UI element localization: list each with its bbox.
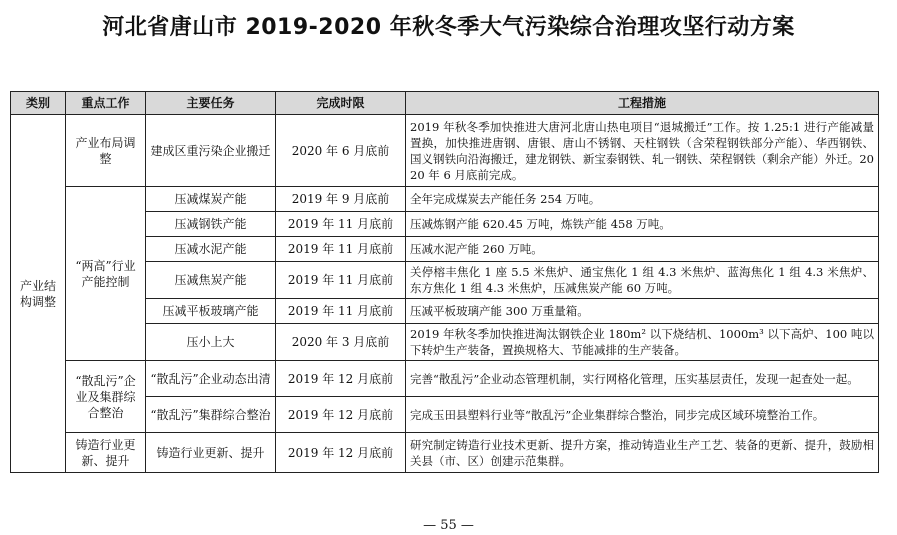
key-work-cell: “两高”行业产能控制	[66, 187, 146, 361]
measure-cell: 研究制定铸造行业技术更新、提升方案，推动铸造业生产工艺、装备的更新、提升，鼓励相关县（市、区）创建示范集群。	[406, 433, 879, 473]
header-measures: 工程措施	[406, 92, 879, 115]
measure-cell: 全年完成煤炭去产能任务 254 万吨。	[406, 187, 879, 212]
key-work-cell: “散乱污”企业及集群综合整治	[66, 361, 146, 433]
table-header-row	[11, 92, 879, 115]
deadline-cell: 2019 年 12 月底前	[276, 397, 406, 433]
measure-cell: 2019 年秋冬季加快推进大唐河北唐山热电项目“退城搬迁”工作。按 1.25:1 进行产能减量置换，加快推进唐钢、唐银、唐山不锈钢、天柱钢铁（含荣程钢铁部分产能）、华西钢铁、国义钢铁向沿海搬迁，建龙钢铁、新宝泰钢铁、轧一钢铁、荣程钢铁（剩余产能）外迁。2020 年 6 月底前完成。	[406, 115, 879, 187]
page-number: — 55 —	[423, 518, 474, 533]
deadline-cell: 2019 年 9 月底前	[276, 187, 406, 212]
deadline-cell: 2019 年 12 月底前	[276, 361, 406, 397]
deadline-cell: 2020 年 6 月底前	[276, 115, 406, 187]
table-row	[11, 115, 879, 187]
measure-cell: 压减水泥产能 260 万吨。	[406, 237, 879, 262]
task-cell: “散乱污”集群综合整治	[146, 397, 276, 433]
page-title: 河北省唐山市 2019-2020 年秋冬季大气污染综合治理攻坚行动方案	[102, 15, 795, 40]
task-cell: 压减钢铁产能	[146, 212, 276, 237]
table-row	[11, 187, 879, 212]
header-key-work: 重点工作	[66, 92, 146, 115]
deadline-cell: 2019 年 11 月底前	[276, 237, 406, 262]
measure-cell: 压减炼钢产能 620.45 万吨，炼铁产能 458 万吨。	[406, 212, 879, 237]
table-row	[11, 361, 879, 397]
header-deadline: 完成时限	[276, 92, 406, 115]
deadline-cell: 2019 年 11 月底前	[276, 299, 406, 324]
task-cell: 压减平板玻璃产能	[146, 299, 276, 324]
deadline-cell: 2019 年 11 月底前	[276, 212, 406, 237]
action-plan-table	[10, 91, 879, 473]
measure-cell: 完成玉田县塑料行业等“散乱污”企业集群综合整治，同步完成区域环境整治工作。	[406, 397, 879, 433]
key-work-cell: 产业布局调整	[66, 115, 146, 187]
table-row	[11, 433, 879, 473]
measure-cell: 关停榕丰焦化 1 座 5.5 米焦炉、通宝焦化 1 组 4.3 米焦炉、蓝海焦化 1 组 4.3 米焦炉、东方焦化 1 组 4.3 米焦炉，压减焦炭产能 60 万吨。	[406, 262, 879, 299]
deadline-cell: 2019 年 11 月底前	[276, 262, 406, 299]
key-work-cell: 铸造行业更新、提升	[66, 433, 146, 473]
measure-cell: 完善“散乱污”企业动态管理机制，实行网格化管理，压实基层责任，发现一起查处一起。	[406, 361, 879, 397]
task-cell: “散乱污”企业动态出清	[146, 361, 276, 397]
deadline-cell: 2020 年 3 月底前	[276, 324, 406, 361]
task-cell: 压小上大	[146, 324, 276, 361]
task-cell: 建成区重污染企业搬迁	[146, 115, 276, 187]
task-cell: 压减水泥产能	[146, 237, 276, 262]
measure-cell: 2019 年秋冬季加快推进淘汰钢铁企业 180m² 以下烧结机、1000m³ 以下高炉、100 吨以下转炉生产装备，置换规格大、节能减排的生产装备。	[406, 324, 879, 361]
task-cell: 压减煤炭产能	[146, 187, 276, 212]
measure-cell: 压减平板玻璃产能 300 万重量箱。	[406, 299, 879, 324]
category-cell: 产业结构调整	[11, 115, 66, 473]
header-main-task: 主要任务	[146, 92, 276, 115]
task-cell: 铸造行业更新、提升	[146, 433, 276, 473]
header-category: 类别	[11, 92, 66, 115]
task-cell: 压减焦炭产能	[146, 262, 276, 299]
deadline-cell: 2019 年 12 月底前	[276, 433, 406, 473]
